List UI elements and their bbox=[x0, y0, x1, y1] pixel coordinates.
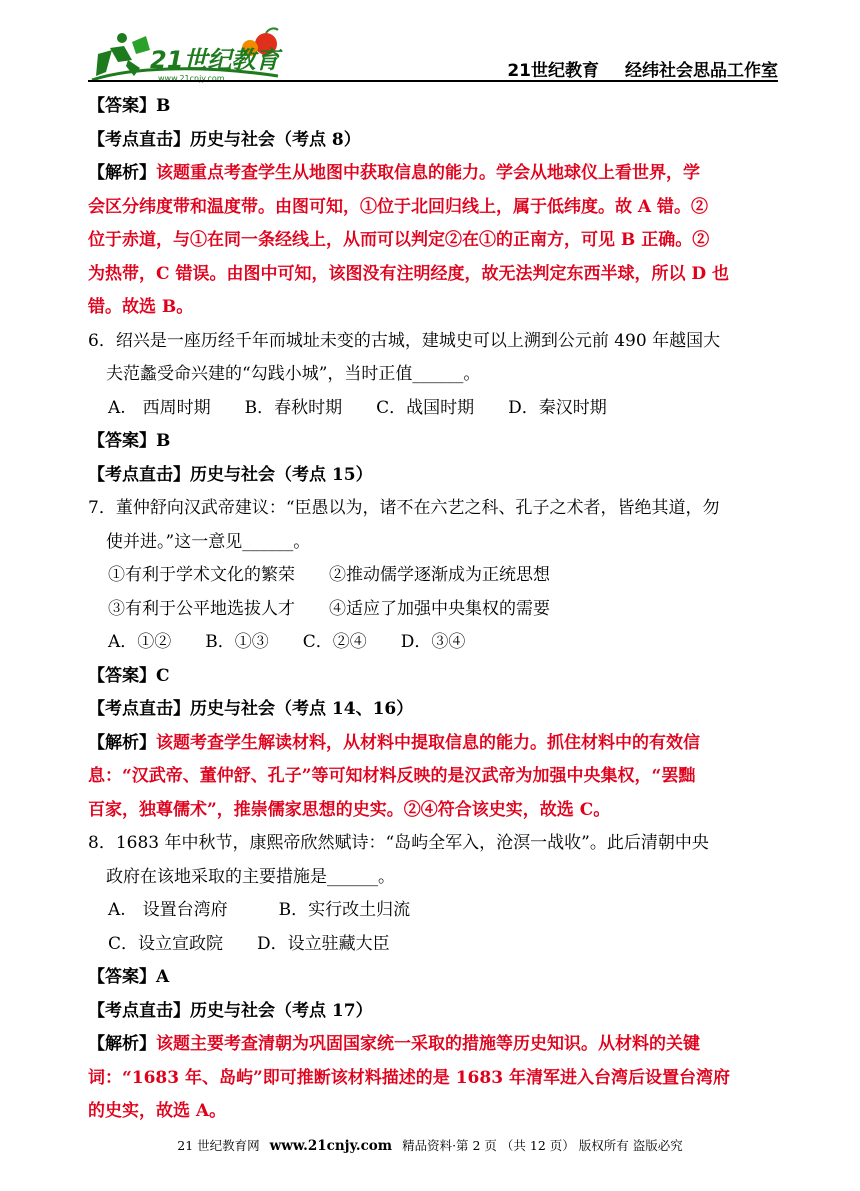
analysis-q8-line3: 的史实，故选 A。 bbox=[88, 1101, 227, 1121]
question-8-options-1: A. 设置台湾府 B．实行改土归流 bbox=[108, 900, 411, 920]
analysis-q7-line3: 百家，独尊儒术”，推崇儒家思想的史实。②④符合该史实，故选 C。 bbox=[88, 799, 611, 820]
site-logo bbox=[88, 24, 288, 86]
page-header bbox=[88, 14, 778, 84]
analysis-q5-line5: 错。故选 B。 bbox=[88, 297, 194, 317]
footer-site: 21 世纪教育网 bbox=[177, 1138, 260, 1153]
header-org: 21世纪教育 bbox=[507, 61, 599, 81]
footer-url[interactable]: www.21cnjy.com bbox=[269, 1138, 393, 1154]
question-8-options-2: C．设立宣政院 D．设立驻藏大臣 bbox=[108, 933, 390, 954]
analysis-q5-line4: 为热带，C 错误。由图中可知，该图没有注明经度，故无法判定东西半球，所以 D 也 bbox=[88, 263, 730, 284]
analysis-q7-line2: 息：“汉武帝、董仲舒、孔子”等可知材料反映的是汉武帝为加强中央集权，“罢黜 bbox=[88, 766, 696, 786]
analysis-q5-line2: 会区分纬度带和温度带。由图可知，①位于北回归线上，属于低纬度。故 A 错。② bbox=[88, 196, 709, 217]
logo-text: 21世纪教育 bbox=[150, 46, 280, 74]
document-body bbox=[88, 90, 778, 1129]
question-6-options: A. 西周时期 B．春秋时期 C．战国时期 D．秦汉时期 bbox=[108, 397, 607, 418]
analysis-q8-line2: 词：“1683 年、岛屿”即可推断该材料描述的是 1683 年清军进入台湾后设置台湾府 bbox=[88, 1067, 730, 1088]
answer-q8: 【答案】A bbox=[88, 967, 170, 987]
keypoint-q6: 【考点直击】历史与社会（考点 15） bbox=[88, 464, 373, 485]
question-7-options: A．①② B．①③ C．②④ D．③④ bbox=[108, 632, 466, 652]
keypoint-q5: 【考点直击】历史与社会（考点 8） bbox=[88, 129, 361, 150]
header-title bbox=[507, 56, 778, 81]
answer-q6: 【答案】B bbox=[88, 431, 171, 451]
question-8-line1: 8．1683 年中秋节，康熙帝欣然赋诗：“岛屿全军入，沧溟一战收”。此后清朝中央 bbox=[88, 833, 709, 853]
analysis-q5-line3: 位于赤道，与①在同一条经线上，从而可以判定②在①的正南方，可见 B 正确。② bbox=[88, 230, 710, 250]
keypoint-q8: 【考点直击】历史与社会（考点 17） bbox=[88, 1000, 373, 1021]
logo-subtext: www.21cnjy.com bbox=[158, 74, 225, 83]
answer-q5: 【答案】B bbox=[88, 96, 171, 116]
question-6-line1: 6．绍兴是一座历经千年而城址未变的古城，建城史可以上溯到公元前 490 年越国大 bbox=[88, 330, 721, 351]
question-7-statements-2: ③有利于公平地选拔人才 ④适应了加强中央集权的需要 bbox=[108, 598, 550, 619]
analysis-label: 【解析】 bbox=[88, 163, 156, 183]
header-divider bbox=[88, 80, 778, 82]
analysis-q8-line1: 【解析】该题主要考查清朝为巩固国家统一采取的措施等历史知识。从材料的关键 bbox=[88, 1034, 700, 1054]
answer-q7: 【答案】C bbox=[88, 665, 170, 686]
question-7-line2: 使并进。”这一意见______。 bbox=[106, 531, 311, 552]
footer-info: 精品资料·第 2 页 （共 12 页） 版权所有 盗版必究 bbox=[402, 1138, 683, 1153]
question-8-line2: 政府在该地采取的主要措施是______。 bbox=[106, 866, 395, 887]
question-7-statements-1: ①有利于学术文化的繁荣 ②推动儒学逐渐成为正统思想 bbox=[108, 565, 550, 585]
question-7-line1: 7．董仲舒向汉武帝建议：“臣愚以为，诸不在六艺之科、孔子之术者，皆绝其道，勿 bbox=[88, 498, 720, 518]
question-6-line2: 夫范蠡受命兴建的“勾践小城”，当时正值______。 bbox=[106, 364, 481, 384]
page-footer bbox=[0, 1136, 860, 1154]
header-studio: 经纬社会思品工作室 bbox=[625, 61, 778, 81]
analysis-q5-line1: 【解析】该题重点考查学生从地图中获取信息的能力。学会从地球仪上看世界，学 bbox=[88, 163, 700, 183]
keypoint-q7: 【考点直击】历史与社会（考点 14、16） bbox=[88, 699, 414, 719]
analysis-q7-line1: 【解析】该题考查学生解读材料，从材料中提取信息的能力。抓住材料中的有效信 bbox=[88, 732, 700, 753]
